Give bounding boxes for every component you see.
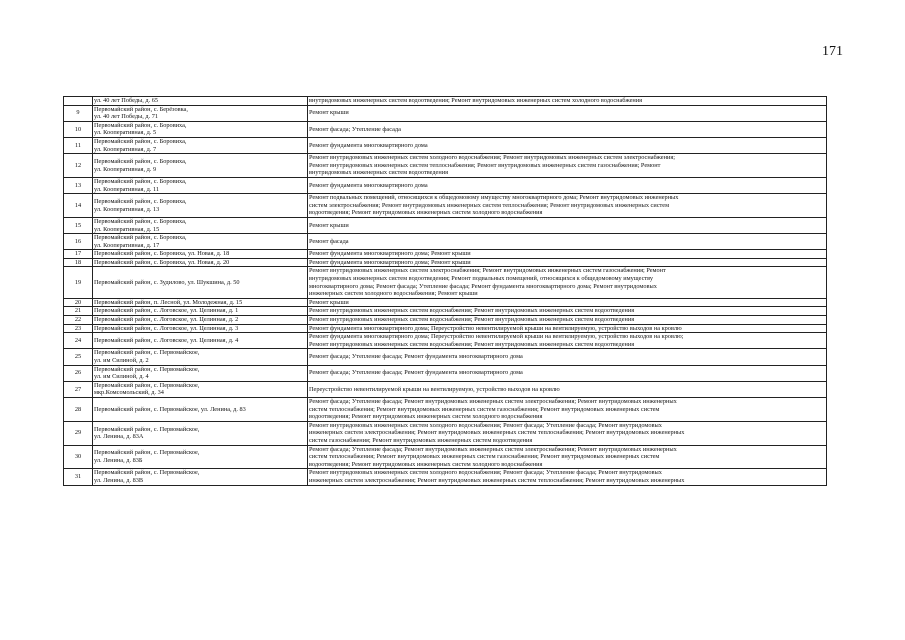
row-works: Ремонт внутридомовых инженерных систем водоснабжения; Ремонт внутридомовых инженерных систем водоотведения [308, 316, 827, 325]
table-row [64, 316, 827, 325]
row-number: 21 [64, 307, 93, 316]
page-number: 171 [822, 44, 843, 59]
row-address: Первомайский район, с. Первомайское, ул. Ленина, д. 83 [93, 397, 308, 421]
row-number: 12 [64, 154, 93, 178]
row-number: 27 [64, 381, 93, 397]
table-row [64, 333, 827, 349]
row-works: Ремонт фундамента многоквартирного дома [308, 137, 827, 153]
table-row [64, 194, 827, 218]
row-works: Ремонт фундамента многоквартирного дома [308, 177, 827, 193]
row-address: Первомайский район, с. Боровиха, ул. Кооперативная, д. 13 [93, 194, 308, 218]
row-works: Ремонт внутридомовых инженерных систем электроснабжения; Ремонт внутридомовых инженерных систем газоснабжения; Ремонт внутридомовых инженерных систем водоотведения; Ремонт подвальных помещений, относящихся к общедомовому имуществу многоквартирного дома; Ремонт фасада; Утепление фасада; Ремонт фундамента многоквартирного дома; Ремонт внутридомовых инженерных систем холодного водоснабжения; Ремонт крыши [308, 267, 827, 298]
row-number: 13 [64, 177, 93, 193]
row-works: Ремонт фасада; Утепление фасада; Ремонт фундамента многоквартирного дома [308, 349, 827, 365]
row-address: Первомайский район, с. Боровиха, ул. Кооперативная, д. 11 [93, 177, 308, 193]
table-row [64, 365, 827, 381]
row-works: Ремонт фасада [308, 234, 827, 250]
row-number: 30 [64, 445, 93, 469]
table-row [64, 445, 827, 469]
row-number: 9 [64, 105, 93, 121]
table-row [64, 217, 827, 233]
row-number: 17 [64, 250, 93, 259]
table-row [64, 137, 827, 153]
table-row [64, 421, 827, 445]
row-works: Ремонт внутридомовых инженерных систем холодного водоснабжения; Ремонт внутридомовых инженерных систем электроснабжения; Ремонт внутридомовых инженерных систем теплоснабжения; Ремонт внутридомовых инженерных систем газоснабжения; Ремонт внутридомовых инженерных систем водоотведения [308, 154, 827, 178]
table-row [64, 97, 827, 106]
table-row [64, 469, 827, 485]
row-address: Первомайский район, с. Первомайское, мкр.Комсомольский, д. 34 [93, 381, 308, 397]
row-number: 11 [64, 137, 93, 153]
repair-works-table [63, 96, 827, 486]
row-works: внутридомовых инженерных систем водоотведения; Ремонт внутридомовых инженерных систем холодного водоснабжения [308, 97, 827, 106]
row-number: 20 [64, 298, 93, 307]
table-row [64, 381, 827, 397]
row-works: Ремонт внутридомовых инженерных систем холодного водоснабжения; Ремонт фасада; Утепление фасада; Ремонт внутридомовых инженерных систем электроснабжения; Ремонт внутридомовых инженерных систем теплоснабжения; Ремонт внутридомовых инженерных систем газоснабжения; Ремонт внутридомовых инженерных систем водоотведения [308, 421, 827, 445]
row-address: Первомайский район, с. Логовское, ул. Целинная, д. 1 [93, 307, 308, 316]
row-works: Ремонт фасада; Утепление фасада; Ремонт внутридомовых инженерных систем электроснабжения; Ремонт внутридомовых инженерных систем теплоснабжения; Ремонт внутридомовых инженерных систем газоснабжения; Ремонт внутридомовых инженерных систем водоотведения; Ремонт внутридомовых инженерных систем холодного водоснабжения [308, 445, 827, 469]
row-address: Первомайский район, с. Боровиха, ул. Кооперативная, д. 7 [93, 137, 308, 153]
table-row [64, 234, 827, 250]
table-row [64, 250, 827, 259]
document-table-wrapper [63, 96, 826, 486]
row-number [64, 97, 93, 106]
row-address: Первомайский район, с. Первомайское, ул. им Силиной, д. 2 [93, 349, 308, 365]
table-row [64, 105, 827, 121]
row-works: Ремонт фундамента многоквартирного дома; Переустройство невентилируемой крыши на вентилируемую, устройство выходов на кровлю [308, 324, 827, 333]
row-number: 25 [64, 349, 93, 365]
table-row [64, 121, 827, 137]
row-address: Первомайский район, с. Логовское, ул. Целинная, д. 2 [93, 316, 308, 325]
row-number: 16 [64, 234, 93, 250]
row-address: ул. 40 лет Победы, д. 65 [93, 97, 308, 106]
row-address: Первомайский район, п. Лесной, ул. Молодежная, д. 15 [93, 298, 308, 307]
table-row [64, 349, 827, 365]
row-address: Первомайский район, с. Первомайское, ул. Ленина, д. 83Б [93, 445, 308, 469]
row-address: Первомайский район, с. Боровиха, ул. Новая, д. 18 [93, 250, 308, 259]
row-address: Первомайский район, с. Боровиха, ул. Кооперативная, д. 9 [93, 154, 308, 178]
row-works: Ремонт фундамента многоквартирного дома; Ремонт крыши [308, 250, 827, 259]
row-number: 23 [64, 324, 93, 333]
row-works: Ремонт подвальных помещений, относящихся к общедомовому имуществу многоквартирного дома; Ремонт внутридомовых инженерных систем электроснабжения; Ремонт внутридомовых инженерных систем теплоснабжения; Ремонт внутридомовых инженерных систем водоотведения; Ремонт внутридомовых инженерных систем холодного водоснабжения [308, 194, 827, 218]
row-works: Ремонт крыши [308, 105, 827, 121]
row-works: Ремонт внутридомовых инженерных систем водоснабжения; Ремонт внутридомовых инженерных систем водоотведения [308, 307, 827, 316]
row-works: Ремонт фасада; Утепление фасада [308, 121, 827, 137]
table-row [64, 324, 827, 333]
row-address: Первомайский район, с. Зудилово, ул. Шукшина, д. 50 [93, 267, 308, 298]
row-number: 15 [64, 217, 93, 233]
row-works: Переустройство невентилируемой крыши на вентилируемую, устройство выходов на кровлю [308, 381, 827, 397]
row-address: Первомайский район, с. Боровиха, ул. Кооперативная, д. 15 [93, 217, 308, 233]
row-number: 26 [64, 365, 93, 381]
table-row [64, 397, 827, 421]
row-works: Ремонт крыши [308, 298, 827, 307]
row-address: Первомайский район, с. Первомайское, ул. Ленина, д. 83В [93, 469, 308, 485]
row-works: Ремонт крыши [308, 217, 827, 233]
table-row [64, 177, 827, 193]
row-works: Ремонт фасада; Утепление фасада; Ремонт внутридомовых инженерных систем электроснабжения; Ремонт внутридомовых инженерных систем теплоснабжения; Ремонт внутридомовых инженерных систем газоснабжения; Ремонт внутридомовых инженерных систем водоотведения; Ремонт внутридомовых инженерных систем холодного водоснабжения [308, 397, 827, 421]
row-address: Первомайский район, с. Первомайское, ул. Ленина, д. 83А [93, 421, 308, 445]
row-number: 18 [64, 258, 93, 267]
row-address: Первомайский район, с. Боровиха, ул. Кооперативная, д. 17 [93, 234, 308, 250]
row-works: Ремонт фасада; Утепление фасада; Ремонт фундамента многоквартирного дома [308, 365, 827, 381]
table-row [64, 258, 827, 267]
row-address: Первомайский район, с. Боровиха, ул. Кооперативная, д. 5 [93, 121, 308, 137]
table-row [64, 298, 827, 307]
row-number: 24 [64, 333, 93, 349]
row-address: Первомайский район, с. Боровиха, ул. Новая, д. 20 [93, 258, 308, 267]
table-body [64, 97, 827, 486]
table-row [64, 267, 827, 298]
row-address: Первомайский район, с. Логовское, ул. Целинная, д. 3 [93, 324, 308, 333]
row-number: 19 [64, 267, 93, 298]
row-address: Первомайский район, с. Первомайское, ул. им Силиной, д. 4 [93, 365, 308, 381]
row-number: 14 [64, 194, 93, 218]
row-number: 29 [64, 421, 93, 445]
row-number: 28 [64, 397, 93, 421]
row-address: Первомайский район, с. Логовское, ул. Целинная, д. 4 [93, 333, 308, 349]
row-works: Ремонт внутридомовых инженерных систем холодного водоснабжения; Ремонт фасада; Утепление фасада; Ремонт внутридомовых инженерных систем электроснабжения; Ремонт внутридомовых инженерных систем теплоснабжения; Ремонт внутридомовых инженерных [308, 469, 827, 485]
row-number: 22 [64, 316, 93, 325]
table-row [64, 154, 827, 178]
table-row [64, 307, 827, 316]
row-number: 10 [64, 121, 93, 137]
row-works: Ремонт фундамента многоквартирного дома; Переустройство невентилируемой крыши на вентилируемую, устройство выходов на кровлю; Ремонт внутридомовых инженерных систем водоснабжения; Ремонт внутридомовых инженерных систем водоотведения [308, 333, 827, 349]
row-number: 31 [64, 469, 93, 485]
row-address: Первомайский район, с. Берёзовка, ул. 40 лет Победы, д. 71 [93, 105, 308, 121]
row-works: Ремонт фундамента многоквартирного дома; Ремонт крыши [308, 258, 827, 267]
